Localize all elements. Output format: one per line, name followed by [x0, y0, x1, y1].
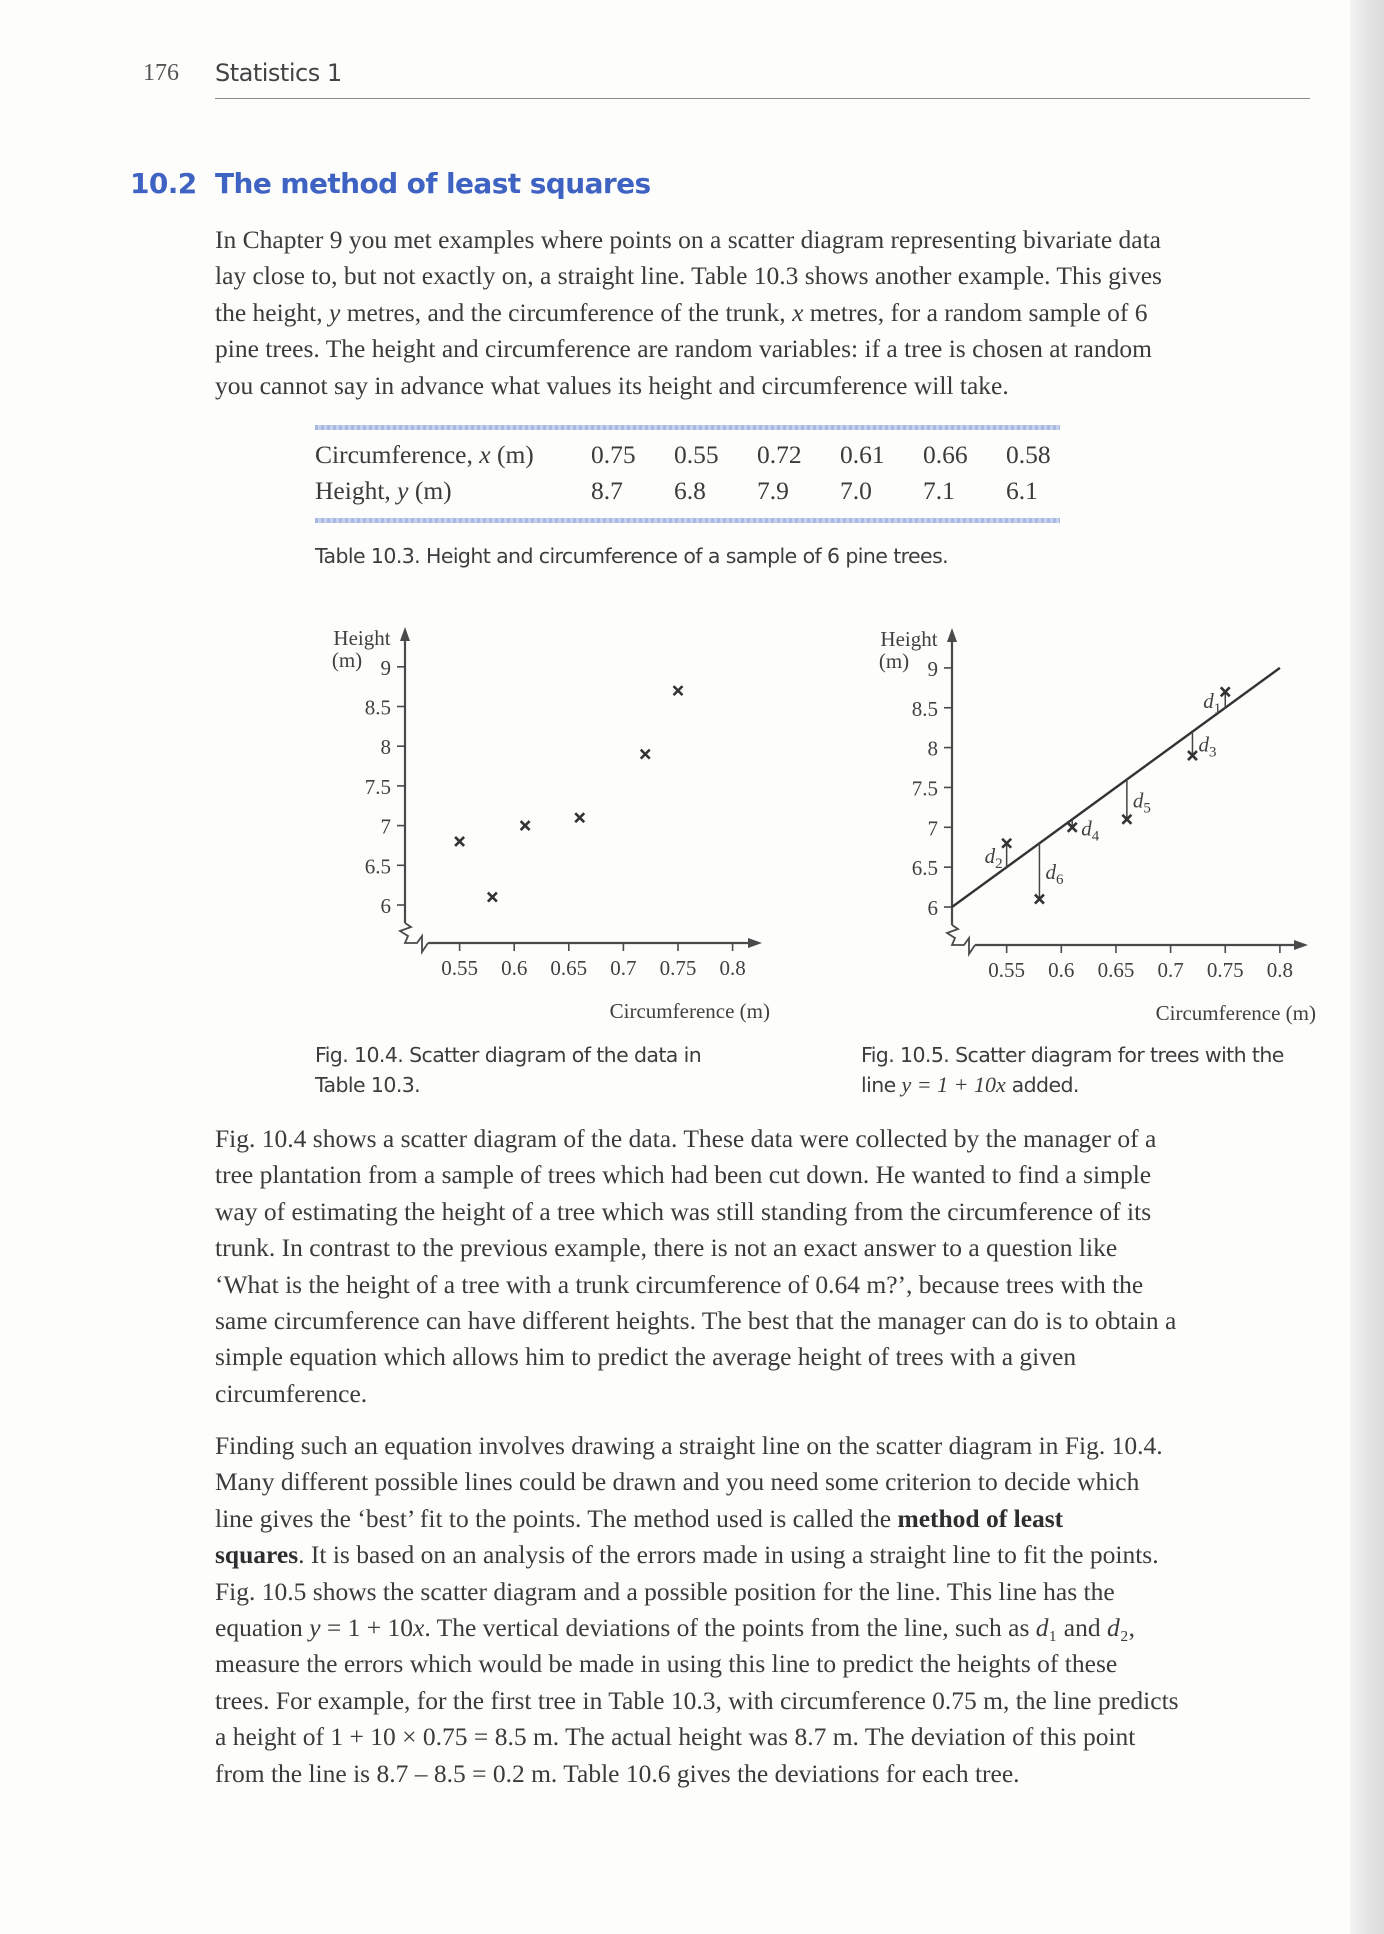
row-label: Height, y (m): [315, 476, 452, 505]
table-cell: 0.61: [840, 440, 885, 469]
deviation-label: $d_3$: [1198, 732, 1217, 761]
deviation-label: $d_1$: [1203, 688, 1222, 717]
data-point-cross-icon: [455, 837, 464, 846]
caption-text: added.: [1005, 1073, 1079, 1097]
data-point-cross-icon: [575, 813, 584, 822]
text-line: you cannot say in advance what values its height and circumference will take.: [215, 370, 1009, 400]
text-line: a height of 1 + 10 × 0.75 = 8.5 m. The actual height was 8.7 m. The deviation of this point: [215, 1722, 1136, 1752]
table-cell: 7.1: [923, 476, 955, 505]
page-number: 176: [143, 60, 179, 86]
x-tick-label: 0.75: [1206, 958, 1244, 982]
data-point-cross-icon: [488, 893, 497, 902]
fig-10-4-caption: [315, 1040, 701, 1100]
fig-10-4-plot: [332, 626, 770, 1023]
x-tick-label: 0.8: [719, 956, 746, 980]
x-tick-label: 0.6: [1048, 958, 1075, 982]
fig-10-5-caption: [861, 1040, 1284, 1100]
text-line: equation y = 1 + 10x. The vertical deviations of the points from the line, such as d₁ and d₂,: [215, 1613, 1135, 1643]
fig-10-5-caption-line2: [861, 1070, 1284, 1100]
table-cell: 0.72: [757, 440, 802, 469]
x-tick-label: 0.7: [1157, 958, 1184, 982]
y-tick-label: 6.5: [364, 854, 391, 879]
table-cell: 6.1: [1006, 476, 1038, 505]
section-number: 10.2: [130, 167, 197, 200]
x-axis-label: Circumference (m): [1155, 1001, 1316, 1025]
text-line: way of estimating the height of a tree which was still standing from the circumference of its: [215, 1196, 1152, 1226]
data-point-cross-icon: [674, 686, 683, 695]
text-line: ‘What is the height of a tree with a trunk circumference of 0.64 m?’, because trees with the: [215, 1269, 1144, 1299]
text-line: Fig. 10.4 shows a scatter diagram of the data. These data were collected by the manager of a: [215, 1124, 1157, 1153]
axis-break-icon: [947, 925, 975, 954]
text-line: the height, y metres, and the circumference of the trunk, x metres, for a random sample of 6: [215, 297, 1148, 327]
y-tick-label: 8.5: [911, 696, 938, 721]
x-tick-label: 0.7: [610, 956, 637, 980]
y-axis-unit: (m): [331, 648, 363, 672]
y-tick-label: 6: [927, 896, 938, 920]
y-tick-label: 9: [380, 655, 391, 680]
x-tick-label: 0.65: [550, 956, 588, 980]
text-line: trees. For example, for the first tree in Table 10.3, with circumference 0.75 m, the line predicts: [215, 1685, 1179, 1715]
x-tick-label: 0.65: [1097, 958, 1135, 982]
axis-break-icon: [400, 923, 428, 952]
text-line: tree plantation from a sample of trees which had been cut down. He wanted to find a simple: [215, 1160, 1152, 1190]
x-tick-label: 0.6: [501, 956, 528, 980]
deviation-label: $d_2$: [984, 844, 1003, 873]
fig-10-5-plot: [879, 627, 1316, 1025]
data-point-cross-icon: [521, 821, 530, 830]
x-axis-arrow-icon: [748, 938, 762, 948]
text-line: pine trees. The height and circumference are random variables: if a tree is chosen at random: [215, 334, 1152, 364]
x-tick-label: 0.55: [441, 956, 478, 980]
x-tick-label: 0.55: [988, 958, 1026, 982]
y-tick-label: 6: [380, 894, 391, 918]
table-cell: 0.55: [674, 440, 719, 469]
x-axis-arrow-icon: [1294, 940, 1308, 950]
fig-10-4-caption-line2: Table 10.3.: [315, 1073, 421, 1097]
deviation-label: $d_4$: [1081, 816, 1100, 845]
y-tick-label: 7: [927, 816, 938, 841]
deviation-label: $d_5$: [1132, 788, 1151, 817]
text-line: Finding such an equation involves drawing a straight line on the scatter diagram in Fig. 10.4.: [215, 1431, 1163, 1460]
table-cell: 0.58: [1006, 440, 1051, 469]
running-head-title: Statistics 1: [215, 59, 342, 87]
x-axis-label: Circumference (m): [609, 999, 770, 1023]
y-axis-label: Height: [880, 627, 938, 651]
text-line: circumference.: [215, 1378, 368, 1408]
text-line: from the line is 8.7 – 8.5 = 0.2 m. Table 10.6 gives the deviations for each tree.: [215, 1758, 1020, 1788]
x-tick-label: 0.8: [1266, 958, 1294, 982]
table-cell: 7.9: [757, 476, 789, 505]
text-line: trunk. In contrast to the previous example, there is not an exact answer to a question like: [215, 1233, 1118, 1263]
text-line: simple equation which allows him to predict the average height of trees with a given: [215, 1342, 1077, 1372]
y-tick-label: 7: [380, 814, 391, 839]
text-line: Fig. 10.5 shows the scatter diagram and a possible position for the line. This line has the: [215, 1576, 1115, 1606]
x-tick-label: 0.75: [659, 956, 697, 980]
fig-10-5-caption-line1: Fig. 10.5. Scatter diagram for trees with the: [861, 1043, 1284, 1067]
text-line: In Chapter 9 you met examples where points on a scatter diagram representing bivariate data: [215, 225, 1161, 254]
row-label: Circumference, x (m): [315, 440, 534, 469]
text-line: line gives the ‘best’ fit to the points. The method used is called the method of least: [215, 1503, 1064, 1533]
table-cell: 7.0: [840, 476, 872, 505]
section-title: The method of least squares: [215, 167, 651, 200]
y-tick-label: 8: [380, 735, 391, 760]
y-axis-arrow-icon: [947, 628, 957, 642]
text-line: squares. It is based on an analysis of the errors made in using a straight line to fit the points.: [215, 1540, 1159, 1570]
fig-10-4-caption-line1: Fig. 10.4. Scatter diagram of the data in: [315, 1043, 702, 1067]
y-axis-unit: (m): [878, 649, 910, 673]
caption-equation: y = 1 + 10x: [901, 1072, 1006, 1097]
y-tick-label: 6.5: [911, 856, 938, 881]
y-axis-arrow-icon: [400, 627, 410, 641]
text-line: Many different possible lines could be drawn and you need some criterion to decide which: [215, 1467, 1140, 1497]
table-cell: 6.8: [674, 476, 706, 505]
data-point-cross-icon: [641, 750, 650, 759]
text-line: same circumference can have different heights. The best that the manager can do is to obtain a: [215, 1306, 1177, 1336]
y-axis-label: Height: [333, 626, 391, 650]
y-tick-label: 7.5: [911, 776, 938, 801]
table-cell: 0.66: [923, 440, 968, 469]
deviation-label: $d_6$: [1045, 860, 1064, 889]
caption-text: line: [861, 1073, 902, 1097]
text-line: measure the errors which would be made in using this line to predict the heights of these: [215, 1649, 1118, 1679]
paragraph-least-squares: [215, 1428, 1327, 1792]
paragraph-fig-discussion: [215, 1121, 1327, 1412]
table-cell: 8.7: [591, 476, 623, 505]
y-tick-label: 7.5: [364, 774, 391, 799]
table-caption: Table 10.3. Height and circumference of a sample of 6 pine trees.: [315, 544, 949, 568]
y-tick-label: 9: [927, 656, 938, 681]
text-line: lay close to, but not exactly on, a straight line. Table 10.3 shows another example. This gives: [215, 261, 1162, 291]
table-cell: 0.75: [591, 440, 636, 469]
y-tick-label: 8: [927, 736, 938, 761]
y-tick-label: 8.5: [364, 695, 391, 720]
